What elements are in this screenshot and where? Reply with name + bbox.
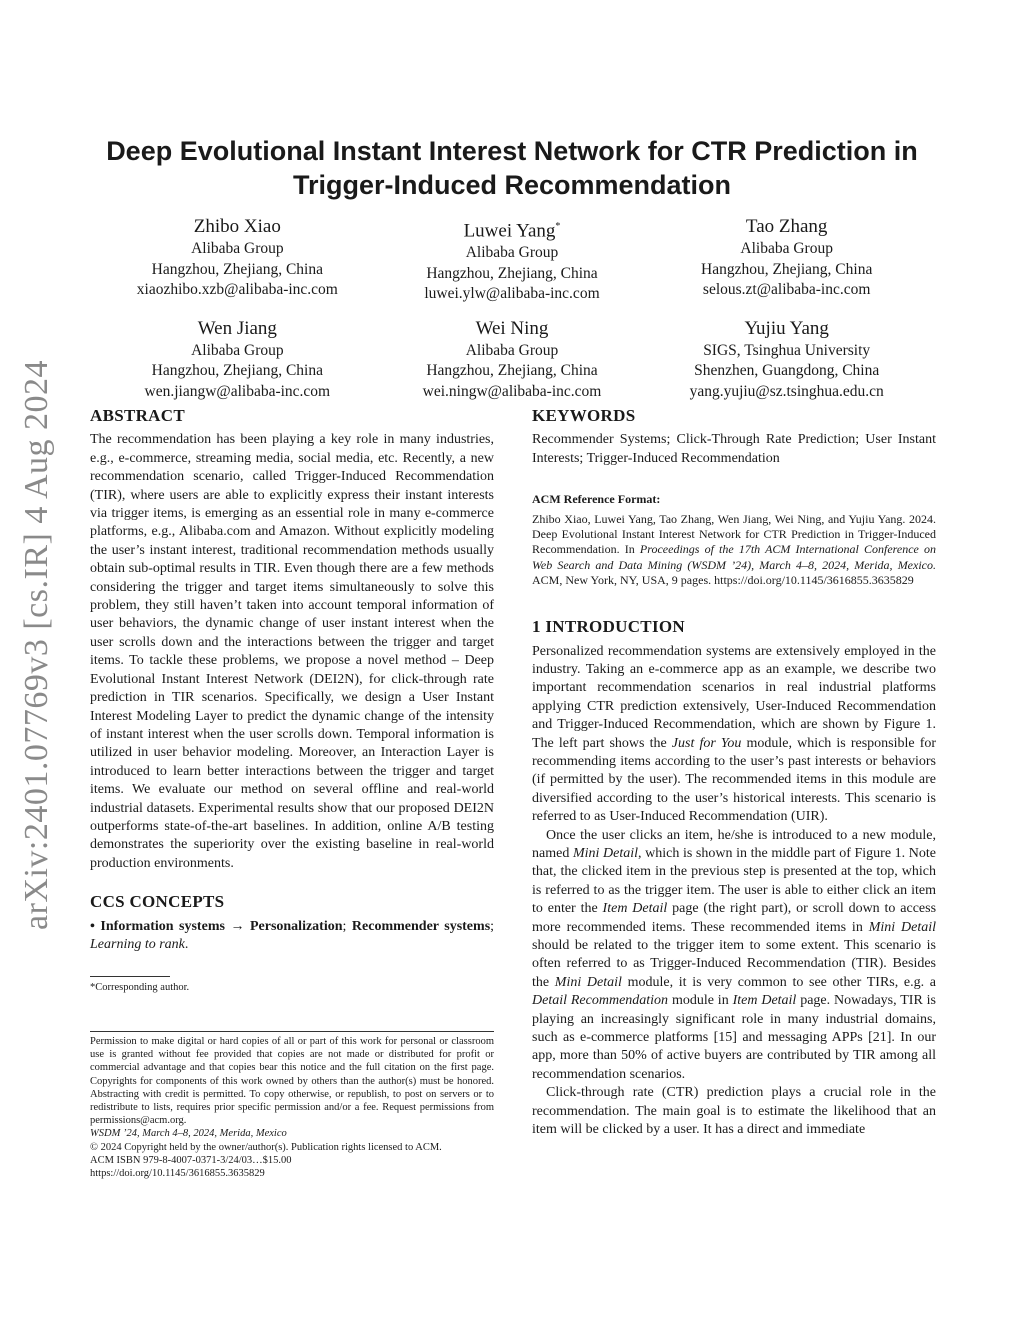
introduction-section [532, 618, 936, 1139]
intro-p2-g: page. Nowadays, TIR is playing an increasingly significant role in many industrial domains, such as e-commerce platforms [15] and messaging APPs [21]. In our app, more than 50% of active buyers are contributed by TIR among all recommendation scenarios. [532, 993, 936, 1082]
permission-text: Permission to make digital or hard copies of all or part of this work for personal or classroom use is granted without fee provided that copies are not made or distributed for profit or commercial advantage and that copies bear this notice and the full citation on the first page. Copyrights for components of this work owned by others than the author(s) must be honored. Abstracting with credit is permitted. To copy otherwise, or republish, to post on servers or to redistribute to lists, requires prior specific permission and/or a fee. Request permissions from permissions@acm.org. [90, 1036, 494, 1127]
author-card [375, 215, 650, 305]
ccs-part3: Recommender systems [351, 918, 491, 934]
author-card [100, 317, 375, 403]
author-name: Luwei Yang [463, 220, 556, 242]
copyright-line: © 2024 Copyright held by the owner/author(s). Publication rights licensed to ACM. [90, 1141, 442, 1153]
author-location: Hangzhou, Zhejiang, China [151, 260, 323, 278]
author-name: Tao Zhang [745, 216, 828, 237]
intro-p2-f: module in [671, 993, 729, 1009]
intro-p2-d: should be related to the trigger item to some extent. This scenario is often referred to as Trigger-Induced Recommendation (TIR). Besides the [532, 938, 936, 990]
intro-p2-a: Once the user clicks an item, he/she is introduced to a new module, named [532, 827, 936, 861]
ccs-part4: Learning to rank [90, 936, 185, 952]
ccs-end: . [184, 936, 189, 952]
footnote: *Corresponding author. [90, 982, 190, 994]
ccs-section [90, 893, 494, 954]
author-block [100, 215, 924, 414]
intro-p2-e: module, it is very common to see other TIRs, e.g. a [627, 974, 937, 990]
title-line-2: Trigger-Induced Recommendation [292, 170, 732, 200]
author-card [375, 317, 650, 403]
left-column [90, 407, 494, 995]
author-affiliation: Alibaba Group [191, 240, 284, 257]
author-name: Zhibo Xiao [193, 216, 281, 237]
ccs-part1: Information systems [100, 918, 225, 934]
author-affiliation: SIGS, Tsinghua University [703, 341, 871, 359]
permission-block [90, 1031, 494, 1180]
author-affiliation: Alibaba Group [740, 240, 833, 257]
intro-paragraph-2 [532, 827, 936, 1085]
intro-p1-b: module, which is responsible for recommending items according to the user’s past interests or behaviors (if permitted by the user). The recommended items in this module are diversified according to the user’s historical interests. This scenario is referred to as User-Induced Recommendation (UIR). [532, 735, 937, 825]
intro-p2-b: , which is shown in the middle part of Figure 1. Note that, the clicked item in the previous step is presented at the top, which is referred to as the trigger item. The user is able to either click an item to enter the [532, 845, 937, 917]
acm-ref-post: ACM, New York, NY, USA, 9 pages. https://doi.org/10.1145/3616855.3635829 [532, 572, 914, 587]
author-location: Hangzhou, Zhejiang, China [701, 260, 873, 278]
intro-p2-em3: Mini Detail [868, 919, 936, 935]
corresponding-mark: * [555, 221, 561, 232]
acm-reference-text [532, 512, 936, 588]
intro-p2-em5: Detail Recommendation [532, 993, 669, 1009]
keywords-heading: KEYWORDS [532, 406, 636, 425]
author-affiliation: Alibaba Group [465, 341, 559, 359]
author-affiliation: Alibaba Group [465, 244, 559, 262]
intro-heading: 1 INTRODUCTION [532, 617, 685, 637]
author-location: Hangzhou, Zhejiang, China [426, 362, 598, 380]
author-email: wen.jiangw@alibaba-inc.com [144, 382, 331, 400]
author-affiliation: Alibaba Group [191, 341, 284, 359]
acm-reference [532, 490, 936, 588]
intro-p2-em4: Mini Detail [554, 974, 622, 990]
intro-p2-em1: Mini Detail [572, 845, 639, 861]
venue-text: WSDM ’24, March 4–8, 2024, Merida, Mexico [90, 1128, 287, 1140]
ccs-arrow: → [230, 918, 245, 934]
doi-link[interactable]: https://doi.org/10.1145/3616855.3635829 [90, 1168, 265, 1180]
author-row-1 [100, 215, 924, 305]
ccs-sep2: ; [490, 918, 495, 934]
author-email: yang.yujiu@sz.tsinghua.edu.cn [689, 382, 884, 400]
ccs-text [90, 918, 494, 955]
author-location: Hangzhou, Zhejiang, China [151, 362, 323, 380]
ccs-heading: CCS CONCEPTS [90, 892, 225, 912]
author-name: Wen Jiang [197, 317, 277, 339]
intro-p1-a: Personalized recommendation systems are extensively employed in the industry. Taking an e-commerce app as an example, we describe two important recommendation scenarios in real industrial platforms applying CTR prediction extensively, User-Induced Recommendation and Trigger-Induced Recommendation, which are shown by Figure 1. The left part shows the [532, 643, 936, 751]
intro-paragraph-3: Click-through rate (CTR) prediction plays a crucial role in the recommendation. The main goal is to estimate the likelihood that an item will be clicked by a user. It has a direct and immediate [532, 1085, 936, 1138]
right-column [532, 407, 936, 1139]
author-card [649, 317, 924, 403]
abstract-text: The recommendation has been playing a key role in many industries, e.g., e-commerce, streaming media, social media, etc. Recently, a new recommendation scenario, called Trigger-Induced Recommendation (TIR), where users are able to explicitly express their instant interests via trigger items, is emerging as an essential role in many e-commerce platforms, e.g., Alibaba.com and Amazon. Without explicitly modeling the user’s instant interest, traditional recommendation methods usually obtain sub-optimal results in TIR. Even though there are a few methods considering the trigger and target items simultaneously to solve this problem, they still haven’t taken into account temporal information of user behaviors, the dynamic change of user instant interest when the user scrolls down and the interactions between the trigger and target items. To tackle these problems, we propose a novel method – Deep Evolutional Instant Interest Network (DEI2N), for click-through rate prediction in TIR scenarios. Specifically, we design a User Instant Interest Modeling Layer to predict the dynamic change of the intensity of instant interest when the user scrolls down. Temporal information is utilized in user behavior modeling. Moreover, an Interaction Layer is introduced to learn better interactions between the trigger and target items. We evaluate our method on several offline and real-world industrial datasets. Experimental results show that our proposed DEI2N outperforms state-of-the-art baselines. In addition, online A/B testing demonstrates the superiority over the existing baseline in real-world production environments. [90, 432, 494, 871]
author-email: selous.zt@alibaba-inc.com [702, 281, 871, 298]
author-card [100, 215, 375, 305]
intro-p2-c: page (the right part), or scroll down to access more recommended items. These recommended items in [532, 901, 937, 935]
author-email: luwei.ylw@alibaba-inc.com [424, 285, 600, 303]
abstract-heading: ABSTRACT [90, 406, 185, 425]
isbn-line: ACM ISBN 979-8-4007-0371-3/24/03…$15.00 [90, 1154, 292, 1166]
paper-title [60, 134, 964, 202]
acm-ref-proceedings: Proceedings of the 17th ACM International Conference on Web Search and Data Mining (WSDM ’24), March 4–8, 2024, Merida, Mexico. [532, 542, 937, 572]
author-location: Shenzhen, Guangdong, China [694, 362, 880, 380]
acm-ref-pre: Zhibo Xiao, Luwei Yang, Tao Zhang, Wen Jiang, Wei Ning, and Yujiu Yang. 2024. Deep Evolutional Instant Interest Network for CTR Prediction in Trigger-Induced Recommendation. In [532, 511, 936, 557]
acm-reference-heading: ACM Reference Format: [532, 492, 661, 507]
ccs-part2: Personalization [249, 918, 343, 934]
keywords-text: Recommender Systems; Click-Through Rate Prediction; User Instant Interests; Trigger-Induced Recommendation [532, 432, 936, 466]
intro-paragraph-1 [532, 643, 936, 827]
intro-p1-em: Just for You [671, 735, 742, 751]
author-email: xiaozhibo.xzb@alibaba-inc.com [136, 281, 338, 298]
author-card [649, 215, 924, 305]
footnote-rule [90, 976, 170, 977]
title-line-1: Deep Evolutional Instant Interest Network for CTR Prediction in [106, 136, 918, 166]
intro-p2-em2: Item Detail [602, 901, 668, 917]
author-location: Hangzhou, Zhejiang, China [426, 264, 598, 282]
author-name: Yujiu Yang [744, 317, 829, 339]
author-row-2 [100, 317, 924, 403]
venue-line [90, 1127, 494, 1140]
author-email: wei.ningw@alibaba-inc.com [422, 382, 602, 400]
intro-p2-em6: Item Detail [732, 993, 797, 1009]
ccs-bullet: • [90, 918, 95, 934]
author-name: Wei Ning [475, 317, 549, 339]
arxiv-sidebar-stamp: arXiv:2401.07769v3 [cs.IR] 4 Aug 2024 [18, 359, 55, 930]
ccs-sep1: ; [342, 918, 347, 934]
